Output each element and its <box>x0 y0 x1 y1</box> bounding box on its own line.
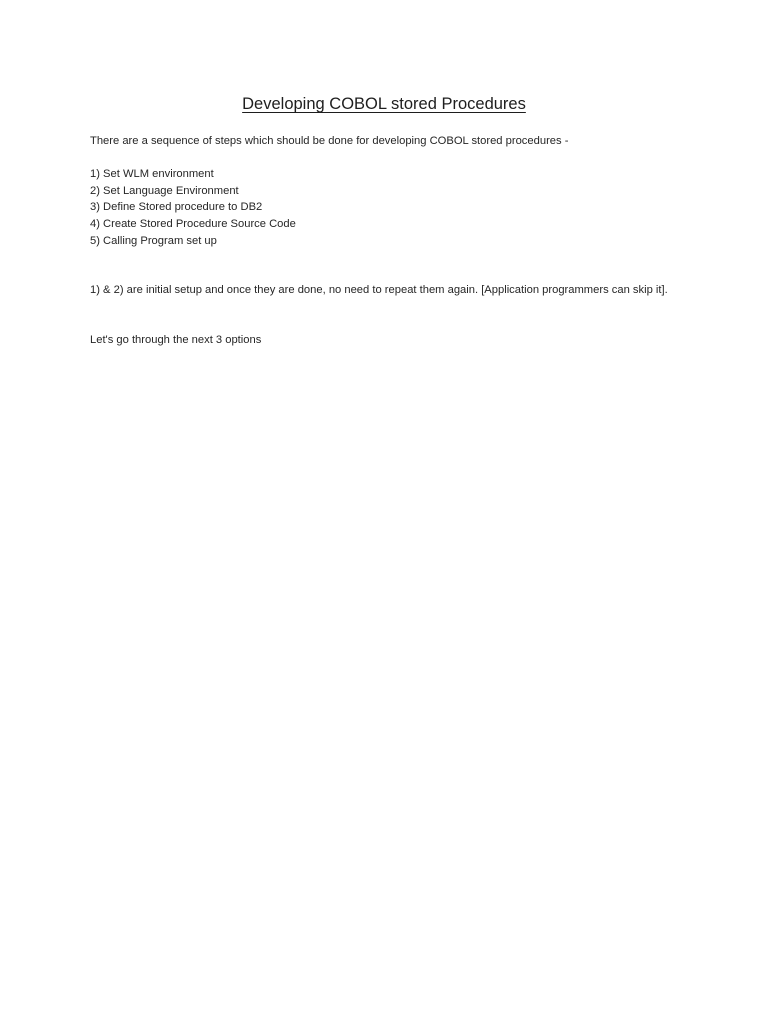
document-title <box>0 92 768 116</box>
steps-list <box>90 166 296 250</box>
list-item: 2) Set Language Environment <box>90 184 239 197</box>
list-item: 4) Create Stored Procedure Source Code <box>90 218 296 231</box>
list-item: 5) Calling Program set up <box>90 234 217 247</box>
closing-paragraph: Let's go through the next 3 options <box>90 334 262 346</box>
list-item: 1) Set WLM environment <box>90 168 214 180</box>
setup-note-paragraph: 1) & 2) are initial setup and once they are done, no need to repeat them again. [Application programmers can skip it]. <box>90 284 668 296</box>
intro-paragraph: There are a sequence of steps which should be done for developing COBOL stored procedures - <box>90 135 569 147</box>
document-title-text: Developing COBOL stored Procedures <box>242 95 526 113</box>
list-item: 3) Define Stored procedure to DB2 <box>90 201 263 214</box>
